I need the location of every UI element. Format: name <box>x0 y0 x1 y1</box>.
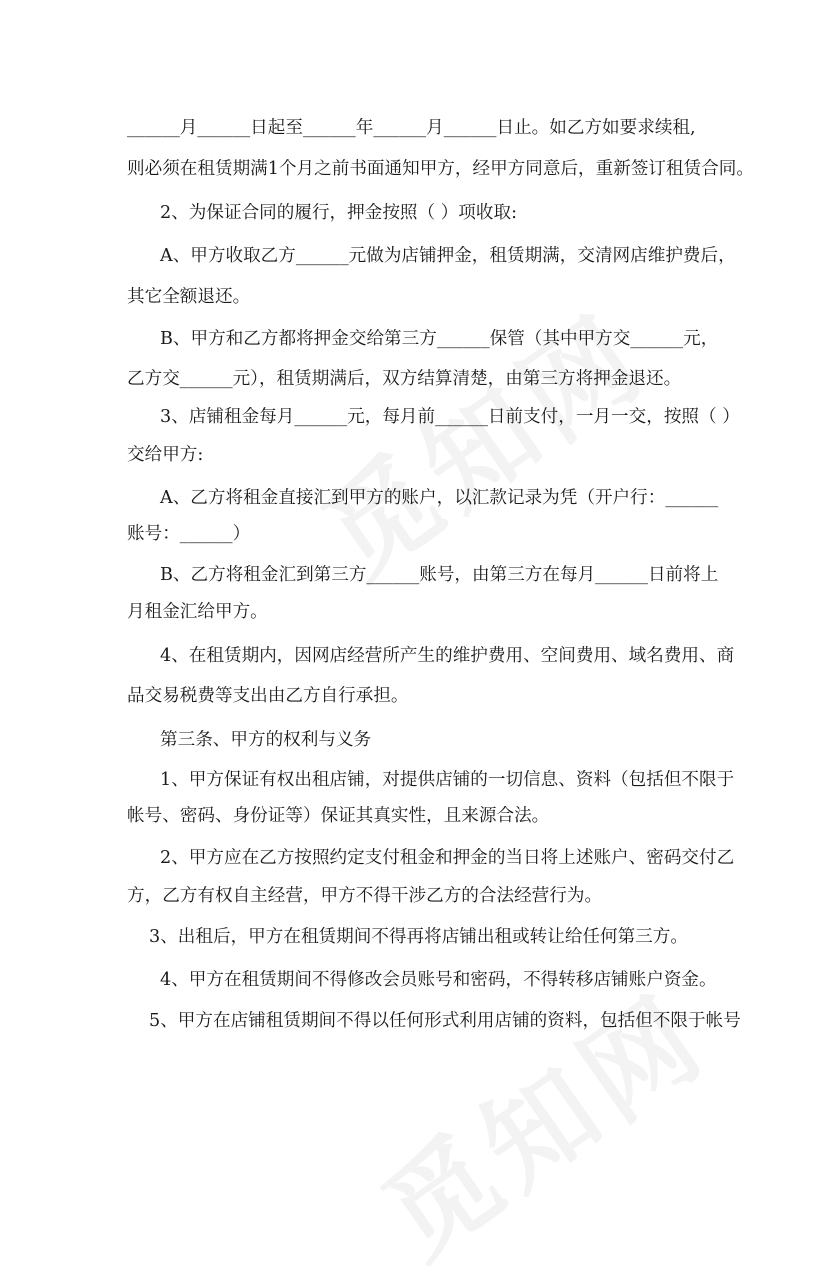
paragraph-line: 3、店铺租金每月______元，每月前______日前支付，一月一交，按照（ ） <box>160 407 740 427</box>
watermark <box>287 271 673 607</box>
paragraph-line: 3、出租后，甲方在租赁期间不得再将店铺出租或转让给任何第三方。 <box>149 927 689 947</box>
paragraph-line: 2、为保证合同的履行，押金按照（ ）项收取: <box>160 203 517 223</box>
paragraph-line: 则必须在租赁期满1个月之前书面通知甲方，经甲方同意后，重新签订租赁合同。 <box>127 159 754 179</box>
paragraph-line: 5、甲方在店铺租赁期间不得以任何形式利用店铺的资料，包括但不限于帐号 <box>149 1011 741 1031</box>
paragraph-line: ______月______日起至______年______月______日止。如乙方如要求续租, <box>127 118 696 138</box>
paragraph-line: 月租金汇给甲方。 <box>127 602 268 622</box>
paragraph-line: B、乙方将租金汇到第三方______账号，由第三方在每月______日前将上 <box>160 565 719 585</box>
paragraph-line: 其它全额退还。 <box>127 287 251 307</box>
paragraph-line: 1、甲方保证有权出租店铺，对提供店铺的一切信息、资料（包括但不限于 <box>160 770 735 790</box>
paragraph-line: 帐号、密码、身份证等）保证其真实性，且来源合法。 <box>127 806 550 826</box>
paragraph-line: 方，乙方有权自主经营，甲方不得干涉乙方的合法经营行为。 <box>127 886 603 906</box>
paragraph-line: B、甲方和乙方都将押金交给第三方______保管（其中甲方交______元， <box>160 329 719 349</box>
watermark <box>347 951 733 1287</box>
paragraph-line: 4、在租赁期内，因网店经营所产生的维护费用、空间费用、域名费用、商 <box>160 646 735 666</box>
paragraph-line: 交给甲方: <box>127 445 204 465</box>
paragraph-line: A、乙方将租金直接汇到甲方的账户，以汇款记录为凭（开户行：______ <box>160 488 719 508</box>
paragraph-line: 账号：______） <box>127 524 251 544</box>
paragraph-line: 乙方交______元），租赁期满后，双方结算清楚，由第三方将押金退还。 <box>127 369 682 389</box>
paragraph-line: 品交易税费等支出由乙方自行承担。 <box>127 686 409 706</box>
paragraph-line: A、甲方收取乙方______元做为店铺押金，租赁期满，交清网店维护费后， <box>160 246 736 266</box>
paragraph-line: 4、甲方在租赁期间不得修改会员账号和密码，不得转移店铺账户资金。 <box>160 970 717 990</box>
paragraph-line: 2、甲方应在乙方按照约定支付租金和押金的当日将上述账户、密码交付乙 <box>160 848 735 868</box>
section-heading: 第三条、甲方的权利与义务 <box>160 730 372 750</box>
